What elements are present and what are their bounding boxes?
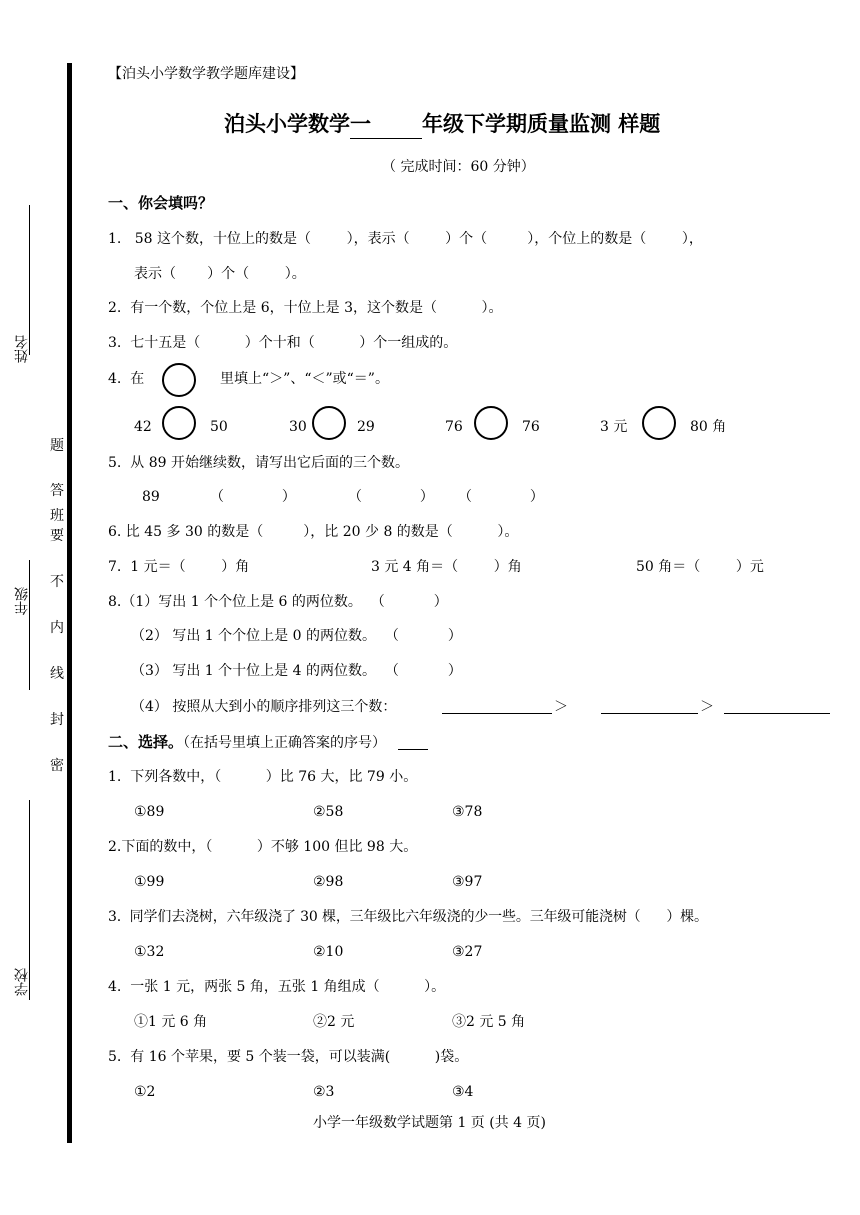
- q6: 6. 比 45 多 30 的数是（ ），比 20 少 8 的数是（ ）。: [108, 524, 519, 540]
- grade-label: 年级: [14, 587, 30, 615]
- subtitle: （ 完成时间：60 分钟）: [382, 159, 535, 175]
- mc-option: ②98: [313, 874, 344, 890]
- q5-blank: （ ）: [210, 489, 296, 505]
- class-label: 班: [50, 508, 64, 524]
- answer-line: [724, 713, 830, 714]
- q4-left: 3 元: [600, 419, 628, 435]
- q4-suffix: 里填上“＞”、“＜”或“＝”。: [220, 371, 389, 387]
- q8-3: （3） 写出 1 个十位上是 4 的两位数。 （ ）: [131, 663, 462, 679]
- section2-note: （在括号里填上正确答案的序号）: [183, 735, 387, 751]
- compare-circle: [162, 406, 196, 440]
- q4-right: 50: [210, 419, 228, 435]
- grade-value: 一: [350, 112, 371, 136]
- section2-heading-row: [108, 732, 386, 753]
- answer-line: [601, 713, 698, 714]
- seal-char: 题: [50, 438, 64, 454]
- seal-char: 内: [50, 620, 64, 636]
- q4-prefix: 4. 在: [108, 371, 145, 387]
- q4-left: 76: [445, 419, 463, 435]
- mc-option: ③78: [452, 804, 483, 820]
- mc-option: ①2: [134, 1084, 156, 1100]
- compare-circle: [474, 406, 508, 440]
- q7a: 7. 1 元＝（ ）角: [108, 559, 250, 575]
- mc-option: ③27: [452, 944, 483, 960]
- q8-4: （4） 按照从大到小的顺序排列这三个数：: [131, 699, 397, 715]
- page-footer: 小学一年级数学试题第 1 页 (共 4 页): [313, 1115, 546, 1131]
- q3: 3. 七十五是（ ）个十和（ ）个一组成的。: [108, 335, 458, 351]
- q5-blank: （ ）: [458, 489, 544, 505]
- name-line: [29, 205, 30, 355]
- q7c: 50 角＝（ ）元: [636, 559, 764, 575]
- mc-option: ①1 元 6 角: [134, 1014, 208, 1030]
- seal-char: 密: [50, 758, 64, 774]
- mc-option: ②58: [313, 804, 344, 820]
- mc-option: ②10: [313, 944, 344, 960]
- binding-bar: [67, 63, 72, 1143]
- q7b: 3 元 4 角＝（ ）角: [371, 559, 522, 575]
- compare-circle: [312, 406, 346, 440]
- q2: 2. 有一个数，个位上是 6，十位上是 3，这个数是（ ）。: [108, 300, 503, 316]
- mc-question: 5. 有 16 个苹果，要 5 个装一袋，可以装满( )袋。: [108, 1049, 469, 1065]
- seal-char: 线: [50, 666, 64, 682]
- mc-option: ③2 元 5 角: [452, 1014, 526, 1030]
- grade-blank: [350, 108, 422, 139]
- mc-option: ①89: [134, 804, 165, 820]
- q8-1: 8.（1）写出 1 个个位上是 6 的两位数。 （ ）: [108, 594, 448, 610]
- mc-option: ③4: [452, 1084, 474, 1100]
- grade-line: [29, 560, 30, 690]
- mc-option: ②2 元: [313, 1014, 355, 1030]
- answer-line: [442, 713, 552, 714]
- seal-char: 不: [50, 574, 64, 590]
- header-note: 【泊头小学数学教学题库建设】: [108, 66, 304, 82]
- mc-option: ②3: [313, 1084, 335, 1100]
- mc-question: 3. 同学们去浇树，六年级浇了 30 棵，三年级比六年级浇的少一些。三年级可能浇树（ ）棵。: [108, 909, 708, 925]
- mc-question: 2.下面的数中，（ ）不够 100 但比 98 大。: [108, 839, 418, 855]
- q4-left: 42: [134, 419, 152, 435]
- title-left: 泊头小学数学: [224, 112, 350, 136]
- seal-char: 要: [50, 528, 64, 544]
- seal-char: 答: [50, 483, 64, 499]
- mc-option: ①99: [134, 874, 165, 890]
- compare-circle: [642, 406, 676, 440]
- q4-right: 80 角: [690, 419, 727, 435]
- mc-option: ③97: [452, 874, 483, 890]
- q4-left: 30: [289, 419, 307, 435]
- q4-right: 76: [522, 419, 540, 435]
- gt-sign: ＞: [700, 699, 714, 715]
- page-title: [224, 108, 660, 139]
- q5-start: 89: [142, 489, 160, 505]
- mc-question: 1. 下列各数中，（ ）比 76 大，比 79 小。: [108, 769, 418, 785]
- q5-blank: （ ）: [348, 489, 434, 505]
- seal-char: 封: [50, 712, 64, 728]
- section1-heading: 一、你会填吗？: [108, 194, 214, 212]
- name-label: 姓名: [14, 335, 30, 363]
- mc-option: ①32: [134, 944, 165, 960]
- title-right: 年级下学期质量监测 样题: [422, 112, 661, 136]
- mc-question: 4. 一张 1 元，两张 5 角，五张 1 角组成（ ）。: [108, 979, 446, 995]
- q4-right: 29: [357, 419, 375, 435]
- school-label: 学校: [14, 968, 30, 996]
- section2-heading: 二、选择。: [108, 733, 184, 751]
- compare-circle: [162, 363, 196, 397]
- q1-line1: 1. 58 这个数，十位上的数是（ ），表示（ ）个（ ），个位上的数是（ ），: [108, 231, 703, 247]
- note-underline: [398, 749, 428, 750]
- q5: 5. 从 89 开始继续数，请写出它后面的三个数。: [108, 455, 409, 471]
- q8-2: （2） 写出 1 个个位上是 0 的两位数。 （ ）: [131, 628, 462, 644]
- q1-line2: 表示（ ）个（ ）。: [134, 266, 306, 282]
- gt-sign: ＞: [554, 699, 568, 715]
